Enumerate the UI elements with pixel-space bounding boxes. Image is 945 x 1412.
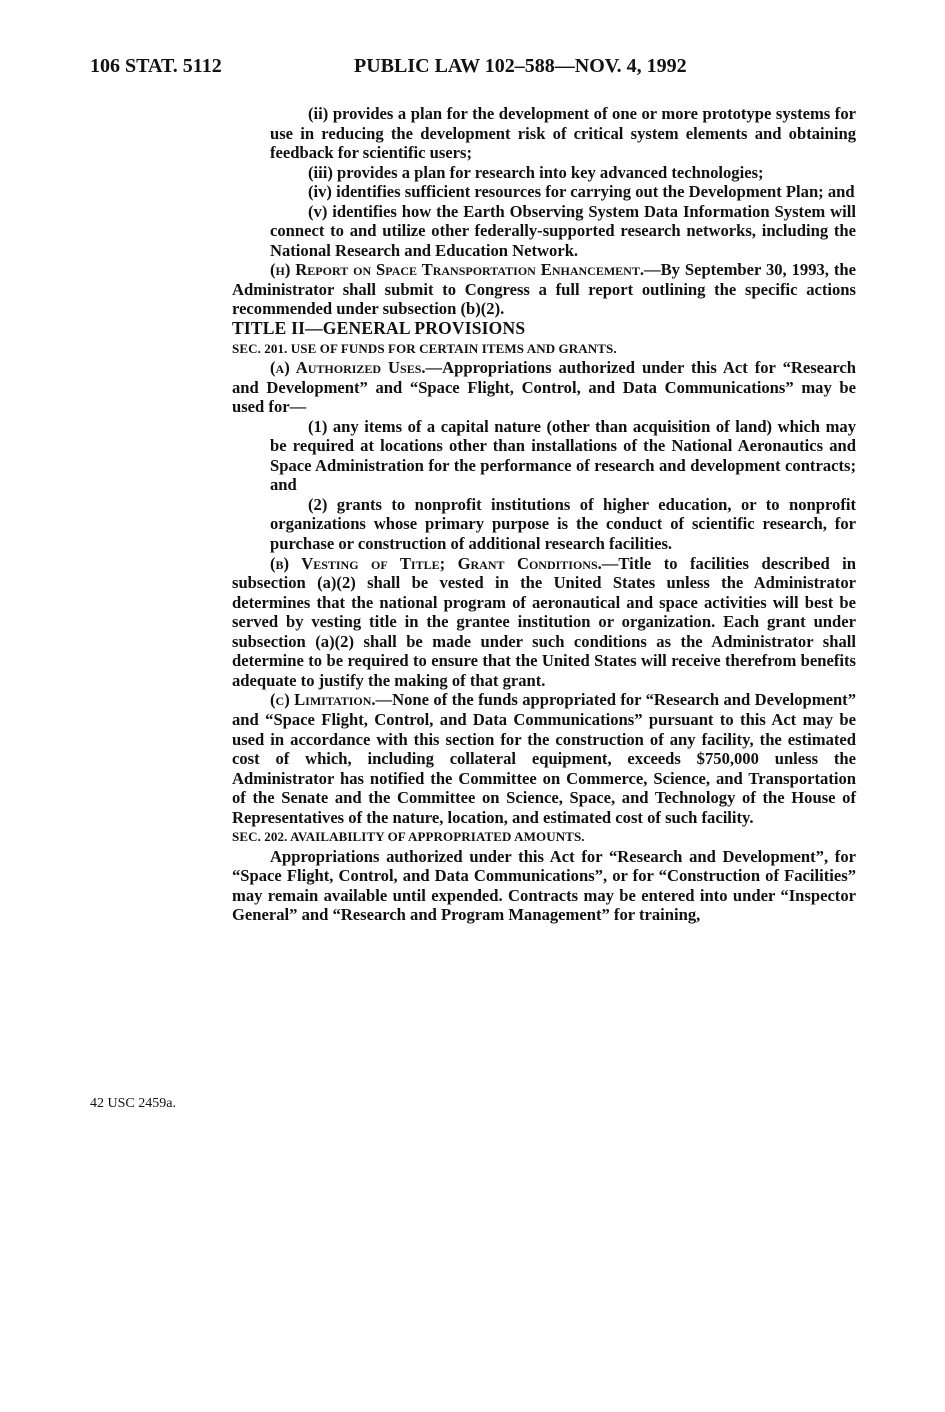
margin-citation: 42 USC 2459a. [90, 1096, 176, 1111]
clause-ii: (ii) provides a plan for the development of one or more prototype systems for use in reducing the development risk of critical system elements and obtaining feedback for scientific users; [270, 104, 856, 163]
paragraph-a2: (2) grants to nonprofit institutions of higher education, or to nonprofit organizations whose primary purpose is the conduct of scientific research, for purchase or construction of additional research facilities. [270, 494, 856, 554]
page-header [0, 55, 945, 83]
document-body [232, 104, 856, 925]
section-201-heading: SEC. 201. USE OF FUNDS FOR CERTAIN ITEMS AND GRANTS. [232, 340, 617, 356]
subsection-b [232, 554, 856, 691]
clause-v: (v) identifies how the Earth Observing System Data Information System will connect to and utilize other federally-supported research networks, including the National Research and Education Network. [270, 201, 856, 260]
subsection-a-text: Appropriations authorized under this Act for “Research and Development” and “Space Flight, Control, and Data Communications” may be used for— [232, 358, 856, 417]
section-202-text: Appropriations authorized under this Act for “Research and Development”, for “Space Flight, Control, and Data Communications”, or for “Construction of Facilities” may remain available until expended. Contracts may be entered into under “Inspector General” and “Research and Program Management” for training, [232, 846, 856, 925]
clause-iv: (iv) identifies sufficient resources for carrying out the Development Plan; and [308, 182, 855, 202]
subsection-a [232, 358, 856, 417]
stat-reference: 106 STAT. 5112 [90, 55, 222, 77]
subsection-h [232, 260, 856, 319]
subsection-b-text: Title to facilities described in subsection (a)(2) shall be vested in the United States unless the Administrator determines that the national program of aeronautical and space activities will best be served by vesting title in the grantee institution or organization. Each grant under subsection (a)(2) shall be made under such conditions as the Administrator shall determine to be required to ensure that the United States will receive therefrom benefits adequate to justify the making of that grant. [232, 553, 856, 690]
subsection-c-heading: (c) Limitation.— [270, 690, 393, 710]
title-heading: TITLE II—GENERAL PROVISIONS [232, 318, 526, 339]
subsection-a-heading: (a) Authorized Uses.— [270, 358, 443, 378]
subsection-h-heading: (h) Report on Space Transportation Enhancement.— [270, 260, 661, 280]
clause-iii: (iii) provides a plan for research into key advanced technologies; [308, 162, 764, 182]
public-law-title: PUBLIC LAW 102–588—NOV. 4, 1992 [354, 55, 687, 77]
subsection-h-text: By September 30, 1993, the Administrator shall submit to Congress a full report outlining the specific actions recommended under subsection (b)(2). [232, 260, 856, 319]
subsection-c-text: None of the funds appropriated for “Research and Development” and “Space Flight, Control, and Data Communications” pursuant to this Act may be used in accordance with this section for the construction of any facility, the estimated cost of which, including collateral equipment, exceeds $750,000 unless the Administrator has notified the Committee on Commerce, Science, and Transportation of the Senate and the Committee on Science, Space, and Technology of the House of Representatives of the nature, location, and estimated cost of such facility. [232, 690, 856, 827]
section-202-heading: SEC. 202. AVAILABILITY OF APPROPRIATED AMOUNTS. [232, 829, 585, 845]
paragraph-a1: (1) any items of a capital nature (other than acquisition of land) which may be required at locations other than installations of the National Aeronautics and Space Administration for the performance of research and development contracts; and [270, 416, 856, 495]
subsection-b-heading: (b) Vesting of Title; Grant Conditions.— [270, 553, 619, 573]
subsection-c [232, 690, 856, 827]
